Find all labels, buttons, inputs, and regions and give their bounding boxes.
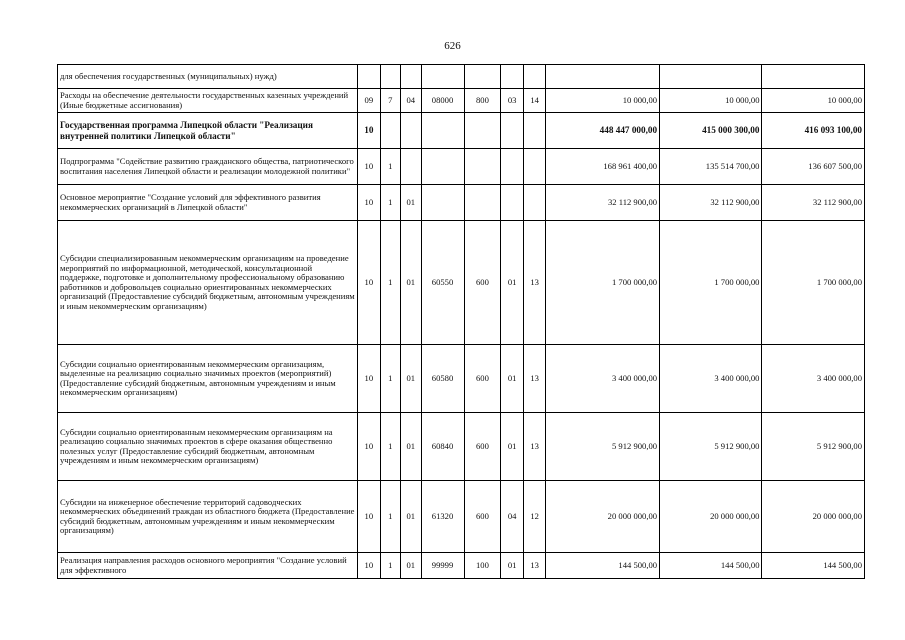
- code-subsection-cell: 13: [523, 345, 546, 413]
- amount-year-1-cell: 20 000 000,00: [546, 481, 660, 553]
- code-section-cell: 01: [501, 553, 524, 579]
- code-target-cell: 99999: [421, 553, 464, 579]
- code-expense-type-cell: 100: [464, 553, 501, 579]
- amount-year-2-cell: 144 500,00: [660, 553, 762, 579]
- table-row: [58, 481, 865, 553]
- code-chapter-cell: 10: [358, 113, 381, 149]
- amount-year-1-cell: 3 400 000,00: [546, 345, 660, 413]
- amount-year-2-cell: 1 700 000,00: [660, 221, 762, 345]
- row-name-cell: Субсидии на инженерное обеспечение территорий садоводческих некоммерческих объединений граждан из областного бюджета (Предоставление субсидий бюджетным, автономным учреждениям и иным некоммерческим организациям): [58, 481, 358, 553]
- code-subsection-cell: 13: [523, 553, 546, 579]
- code-program-cell: 1: [380, 185, 400, 221]
- code-target-cell: 08000: [421, 89, 464, 113]
- code-expense-type-cell: 600: [464, 481, 501, 553]
- amount-year-1-cell: 168 961 400,00: [546, 149, 660, 185]
- row-name-cell: Субсидии специализированным некоммерческим организациям на проведение мероприятий по информационной, методической, консультационной поддержке, подготовке и дополнительному профессиональному образованию работников и добровольцев социально ориентированных некоммерческих организаций (Предоставление субсидий бюджетным, автономным учреждениям и иным некоммерческим организациям): [58, 221, 358, 345]
- code-program-cell: 1: [380, 221, 400, 345]
- row-name-cell: Расходы на обеспечение деятельности государственных казенных учреждений (Иные бюджетные ассигнования): [58, 89, 358, 113]
- code-expense-type-cell: [464, 113, 501, 149]
- amount-year-3-cell: 3 400 000,00: [762, 345, 865, 413]
- code-expense-type-cell: [464, 65, 501, 89]
- code-target-cell: 60840: [421, 413, 464, 481]
- code-chapter-cell: 10: [358, 481, 381, 553]
- amount-year-1-cell: 5 912 900,00: [546, 413, 660, 481]
- code-expense-type-cell: 800: [464, 89, 501, 113]
- code-subsection-cell: 13: [523, 413, 546, 481]
- code-program-cell: 1: [380, 553, 400, 579]
- code-subprogram-cell: [401, 65, 421, 89]
- code-subprogram-cell: [401, 113, 421, 149]
- amount-year-3-cell: 32 112 900,00: [762, 185, 865, 221]
- code-chapter-cell: 10: [358, 413, 381, 481]
- amount-year-2-cell: 10 000,00: [660, 89, 762, 113]
- code-program-cell: [380, 113, 400, 149]
- amount-year-1-cell: 1 700 000,00: [546, 221, 660, 345]
- amount-year-3-cell: 5 912 900,00: [762, 413, 865, 481]
- amount-year-3-cell: 144 500,00: [762, 553, 865, 579]
- row-name-cell: для обеспечения государственных (муниципальных) нужд): [58, 65, 358, 89]
- code-section-cell: 03: [501, 89, 524, 113]
- code-subprogram-cell: 01: [401, 481, 421, 553]
- code-subsection-cell: 14: [523, 89, 546, 113]
- amount-year-1-cell: 32 112 900,00: [546, 185, 660, 221]
- code-subprogram-cell: 01: [401, 221, 421, 345]
- code-target-cell: 61320: [421, 481, 464, 553]
- row-name-cell: Основное мероприятие "Создание условий для эффективного развития некоммерческих организаций в Липецкой области": [58, 185, 358, 221]
- table-row: [58, 89, 865, 113]
- code-subprogram-cell: 04: [401, 89, 421, 113]
- amount-year-3-cell: 10 000,00: [762, 89, 865, 113]
- amount-year-1-cell: 144 500,00: [546, 553, 660, 579]
- code-expense-type-cell: [464, 149, 501, 185]
- code-target-cell: [421, 65, 464, 89]
- amount-year-2-cell: 32 112 900,00: [660, 185, 762, 221]
- table-row: [58, 345, 865, 413]
- code-section-cell: [501, 149, 524, 185]
- amount-year-3-cell: 416 093 100,00: [762, 113, 865, 149]
- row-name-cell: Подпрограмма "Содействие развитию гражданского общества, патриотического воспитания населения Липецкой области и реализации молодежной политики": [58, 149, 358, 185]
- code-section-cell: 01: [501, 221, 524, 345]
- amount-year-3-cell: 1 700 000,00: [762, 221, 865, 345]
- amount-year-1-cell: 10 000,00: [546, 89, 660, 113]
- row-name-cell: Субсидии социально ориентированным некоммерческим организациям, выделенные на реализацию социально значимых проектов (мероприятий) (Предоставление субсидий бюджетным, автономным учреждениям и иным некоммерческим организациям): [58, 345, 358, 413]
- code-program-cell: 1: [380, 481, 400, 553]
- table-row: [58, 553, 865, 579]
- row-name-cell: Реализация направления расходов основного мероприятия "Создание условий для эффективного: [58, 553, 358, 579]
- code-section-cell: [501, 185, 524, 221]
- code-subsection-cell: [523, 149, 546, 185]
- amount-year-1-cell: 448 447 000,00: [546, 113, 660, 149]
- table-row: [58, 65, 865, 89]
- code-target-cell: [421, 149, 464, 185]
- table-row: [58, 221, 865, 345]
- code-section-cell: 01: [501, 413, 524, 481]
- code-subprogram-cell: 01: [401, 185, 421, 221]
- amount-year-1-cell: [546, 65, 660, 89]
- code-chapter-cell: [358, 65, 381, 89]
- code-subprogram-cell: [401, 149, 421, 185]
- amount-year-3-cell: [762, 65, 865, 89]
- code-program-cell: 1: [380, 345, 400, 413]
- code-target-cell: [421, 185, 464, 221]
- code-program-cell: 7: [380, 89, 400, 113]
- amount-year-2-cell: [660, 65, 762, 89]
- row-name-cell: Субсидии социально ориентированным некоммерческим организациям на реализацию социально значимых проектов в сфере оказания общественно полезных услуг (Предоставление субсидий бюджетным, автономным учреждениям и иным некоммерческим организациям): [58, 413, 358, 481]
- table-row: [58, 149, 865, 185]
- code-target-cell: 60550: [421, 221, 464, 345]
- code-section-cell: [501, 65, 524, 89]
- code-expense-type-cell: 600: [464, 413, 501, 481]
- code-expense-type-cell: [464, 185, 501, 221]
- code-expense-type-cell: 600: [464, 345, 501, 413]
- code-subsection-cell: 13: [523, 221, 546, 345]
- code-section-cell: 04: [501, 481, 524, 553]
- row-name-cell: Государственная программа Липецкой области "Реализация внутренней политики Липецкой области": [58, 113, 358, 149]
- amount-year-3-cell: 20 000 000,00: [762, 481, 865, 553]
- code-target-cell: 60580: [421, 345, 464, 413]
- code-subprogram-cell: 01: [401, 413, 421, 481]
- table-row: [58, 113, 865, 149]
- code-subsection-cell: [523, 113, 546, 149]
- code-target-cell: [421, 113, 464, 149]
- code-subsection-cell: [523, 65, 546, 89]
- code-chapter-cell: 09: [358, 89, 381, 113]
- code-chapter-cell: 10: [358, 553, 381, 579]
- code-chapter-cell: 10: [358, 149, 381, 185]
- table-row: [58, 185, 865, 221]
- code-expense-type-cell: 600: [464, 221, 501, 345]
- amount-year-2-cell: 5 912 900,00: [660, 413, 762, 481]
- budget-table: [57, 64, 865, 579]
- page-number: 626: [444, 40, 461, 52]
- amount-year-2-cell: 415 000 300,00: [660, 113, 762, 149]
- code-program-cell: 1: [380, 149, 400, 185]
- code-subprogram-cell: 01: [401, 345, 421, 413]
- code-chapter-cell: 10: [358, 221, 381, 345]
- amount-year-2-cell: 20 000 000,00: [660, 481, 762, 553]
- code-chapter-cell: 10: [358, 185, 381, 221]
- code-section-cell: 01: [501, 345, 524, 413]
- code-program-cell: [380, 65, 400, 89]
- code-chapter-cell: 10: [358, 345, 381, 413]
- code-subsection-cell: 12: [523, 481, 546, 553]
- code-program-cell: 1: [380, 413, 400, 481]
- amount-year-2-cell: 3 400 000,00: [660, 345, 762, 413]
- code-section-cell: [501, 113, 524, 149]
- code-subprogram-cell: 01: [401, 553, 421, 579]
- amount-year-3-cell: 136 607 500,00: [762, 149, 865, 185]
- amount-year-2-cell: 135 514 700,00: [660, 149, 762, 185]
- code-subsection-cell: [523, 185, 546, 221]
- table-row: [58, 413, 865, 481]
